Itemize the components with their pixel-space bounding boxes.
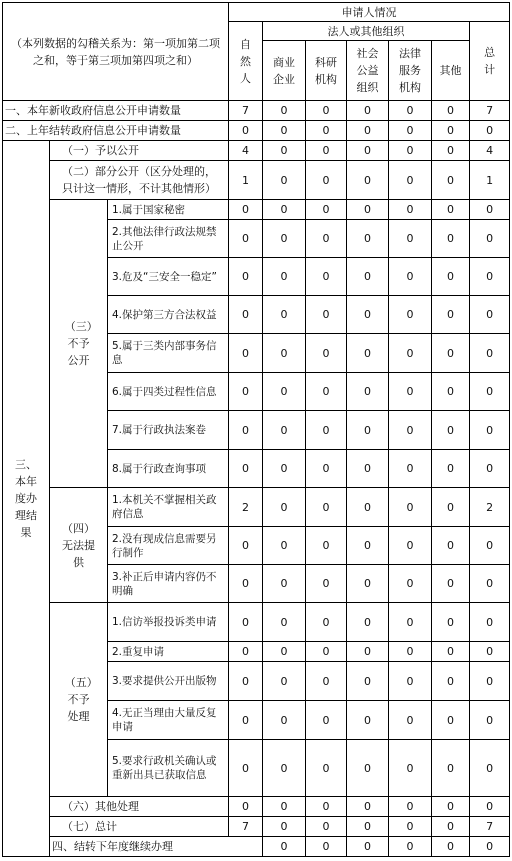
cell-value: 0 (389, 220, 432, 258)
cell-value: 0 (347, 817, 389, 837)
cell-value: 0 (306, 121, 347, 141)
cell-value: 0 (389, 411, 432, 450)
cell-value: 0 (306, 817, 347, 837)
row-label: 3.补正后申请内容仍不明确 (108, 565, 229, 603)
disclosure-table (2, 2, 510, 857)
row-label: 5.属于三类内部事务信息 (108, 334, 229, 373)
other-header: 其他 (432, 41, 470, 101)
cell-value: 0 (432, 200, 470, 220)
cell-value: 0 (347, 701, 389, 740)
cell-value: 7 (229, 817, 263, 837)
cell-value: 0 (347, 101, 389, 121)
cell-value: 0 (389, 141, 432, 161)
cell-value: 0 (347, 411, 389, 450)
legal-service-header: 法律服务机构 (389, 41, 432, 101)
row-label: 4.保护第三方合法权益 (108, 296, 229, 334)
cell-value: 0 (432, 565, 470, 603)
cell-value: 0 (389, 527, 432, 565)
cell-value: 0 (306, 334, 347, 373)
cell-value: 0 (229, 334, 263, 373)
cell-value: 4 (470, 141, 510, 161)
cell-value: 0 (470, 642, 510, 662)
row-label: 1.属于国家秘密 (108, 200, 229, 220)
cell-value: 0 (347, 642, 389, 662)
cell-value: 0 (263, 642, 306, 662)
table-row (3, 141, 510, 161)
cell-value: 0 (347, 662, 389, 701)
cell-value: 0 (432, 837, 470, 857)
cell-value: 0 (263, 450, 306, 488)
cell-value: 0 (306, 662, 347, 701)
cell-value: 7 (470, 817, 510, 837)
cell-value: 0 (347, 488, 389, 527)
cell-value: 0 (229, 121, 263, 141)
cell-value: 0 (432, 141, 470, 161)
cell-value: 0 (306, 642, 347, 662)
cell-value: 0 (306, 296, 347, 334)
cell-value: 0 (306, 161, 347, 200)
cell-value: 0 (263, 662, 306, 701)
cell-value: 0 (470, 411, 510, 450)
group-label: （五）不予处理 (50, 603, 108, 797)
cell-value: 0 (306, 200, 347, 220)
group-label: （三）不予公开 (50, 200, 108, 488)
cell-value: 0 (347, 121, 389, 141)
cell-value: 0 (263, 797, 306, 817)
total-header: 总计 (470, 22, 510, 101)
cell-value: 0 (470, 334, 510, 373)
cell-value: 0 (470, 797, 510, 817)
cell-value: 0 (306, 258, 347, 296)
cell-value: 0 (263, 373, 306, 411)
cell-value: 0 (347, 740, 389, 797)
row-label: 2.没有现成信息需要另行制作 (108, 527, 229, 565)
cell-value: 0 (470, 373, 510, 411)
cell-value: 2 (229, 488, 263, 527)
cell-value: 0 (347, 258, 389, 296)
cell-value: 0 (470, 296, 510, 334)
cell-value: 0 (347, 450, 389, 488)
row-label: （七）总计 (50, 817, 229, 837)
cell-value: 0 (263, 258, 306, 296)
cell-value: 0 (432, 603, 470, 642)
cell-value: 0 (432, 101, 470, 121)
row-label: （一）予以公开 (50, 141, 229, 161)
cell-value: 0 (347, 373, 389, 411)
cell-value: 0 (263, 527, 306, 565)
table-row (3, 101, 510, 121)
table-row (3, 817, 510, 837)
cell-value: 0 (432, 334, 470, 373)
commercial-header: 商业企业 (263, 41, 306, 101)
cell-value: 0 (229, 662, 263, 701)
cell-value: 0 (263, 101, 306, 121)
cell-value: 0 (470, 565, 510, 603)
cell-value: 0 (389, 662, 432, 701)
cell-value: 0 (263, 488, 306, 527)
cell-value: 7 (229, 101, 263, 121)
cell-value: 0 (229, 603, 263, 642)
cell-value: 0 (432, 817, 470, 837)
cell-value: 0 (347, 797, 389, 817)
cell-value: 0 (347, 141, 389, 161)
cell-value: 0 (306, 411, 347, 450)
cell-value: 0 (347, 527, 389, 565)
table-row (3, 161, 510, 200)
cell-value: 0 (470, 258, 510, 296)
cell-value: 0 (306, 565, 347, 603)
cell-value: 0 (432, 296, 470, 334)
cell-value: 0 (306, 450, 347, 488)
row-label: 1.信访举报投诉类申请 (108, 603, 229, 642)
cell-value: 0 (432, 642, 470, 662)
row-label: 二、上年结转政府信息公开申请数量 (3, 121, 229, 141)
cell-value: 0 (389, 488, 432, 527)
cell-value: 0 (432, 373, 470, 411)
table-row (3, 603, 510, 642)
cell-value: 0 (389, 258, 432, 296)
cell-value: 0 (347, 296, 389, 334)
cell-value: 1 (229, 161, 263, 200)
cell-value: 0 (389, 642, 432, 662)
cell-value: 0 (306, 220, 347, 258)
cell-value: 0 (306, 740, 347, 797)
cell-value: 0 (229, 450, 263, 488)
row-label: 2.重复申请 (108, 642, 229, 662)
row-label: 8.属于行政查询事项 (108, 450, 229, 488)
cell-value: 0 (432, 121, 470, 141)
natural-person-header: 自然人 (229, 22, 263, 101)
group-label: （四）无法提供 (50, 488, 108, 603)
table-note: （本列数据的勾稽关系为：第一项加第二项之和，等于第三项加第四项之和） (3, 3, 229, 101)
cell-value: 0 (432, 527, 470, 565)
table-row (3, 488, 510, 527)
row-label: 一、本年新收政府信息公开申请数量 (3, 101, 229, 121)
applicant-info-header: 申请人情况 (229, 3, 510, 22)
cell-value: 0 (347, 837, 389, 857)
cell-value: 0 (306, 101, 347, 121)
cell-value: 0 (432, 411, 470, 450)
cell-value: 0 (470, 837, 510, 857)
cell-value: 0 (389, 565, 432, 603)
cell-value: 0 (229, 701, 263, 740)
cell-value: 0 (263, 161, 306, 200)
table-row (3, 121, 510, 141)
table-row (3, 200, 510, 220)
cell-value: 0 (263, 603, 306, 642)
legal-org-header: 法人或其他组织 (263, 22, 470, 41)
cell-value: 0 (432, 258, 470, 296)
cell-value: 0 (229, 797, 263, 817)
cell-value: 0 (263, 220, 306, 258)
cell-value: 0 (306, 837, 347, 857)
cell-value: 0 (263, 837, 306, 857)
cell-value: 0 (389, 603, 432, 642)
cell-value: 0 (263, 200, 306, 220)
row-label: 2.其他法律行政法规禁止公开 (108, 220, 229, 258)
cell-value: 0 (229, 411, 263, 450)
cell-value: 0 (306, 527, 347, 565)
cell-value: 0 (432, 488, 470, 527)
row-label: 1.本机关不掌握相关政府信息 (108, 488, 229, 527)
cell-value: 0 (432, 450, 470, 488)
cell-value: 0 (306, 603, 347, 642)
cell-value: 0 (470, 701, 510, 740)
row-label: （六）其他处理 (50, 797, 229, 817)
cell-value: 0 (306, 701, 347, 740)
cell-value: 0 (229, 642, 263, 662)
cell-value: 0 (229, 200, 263, 220)
cell-value: 1 (470, 161, 510, 200)
cell-value: 0 (347, 334, 389, 373)
cell-value: 0 (389, 701, 432, 740)
cell-value: 0 (263, 817, 306, 837)
cell-value: 2 (470, 488, 510, 527)
cell-value: 0 (389, 334, 432, 373)
row-label: 5.要求行政机关确认或重新出具已获取信息 (108, 740, 229, 797)
cell-value: 0 (389, 817, 432, 837)
cell-value: 0 (306, 488, 347, 527)
cell-value: 0 (347, 603, 389, 642)
row-label: 4.无正当理由大量反复申请 (108, 701, 229, 740)
row-label: 四、结转下年度继续办理 (50, 837, 263, 857)
cell-value: 0 (470, 603, 510, 642)
cell-value: 0 (263, 141, 306, 161)
cell-value: 0 (347, 220, 389, 258)
cell-value: 0 (389, 450, 432, 488)
cell-value: 0 (389, 373, 432, 411)
cell-value: 0 (263, 740, 306, 797)
cell-value: 0 (229, 296, 263, 334)
table-row (3, 797, 510, 817)
table-row (3, 837, 510, 857)
cell-value: 0 (470, 220, 510, 258)
cell-value: 0 (229, 527, 263, 565)
row-label: 6.属于四类过程性信息 (108, 373, 229, 411)
cell-value: 0 (470, 121, 510, 141)
cell-value: 0 (389, 740, 432, 797)
row-label: 7.属于行政执法案卷 (108, 411, 229, 450)
cell-value: 0 (263, 121, 306, 141)
cell-value: 0 (389, 121, 432, 141)
cell-value: 0 (470, 527, 510, 565)
cell-value: 0 (389, 200, 432, 220)
cell-value: 0 (389, 101, 432, 121)
cell-value: 0 (432, 701, 470, 740)
cell-value: 0 (432, 797, 470, 817)
cell-value: 0 (432, 662, 470, 701)
row-label: 3.要求提供公开出版物 (108, 662, 229, 701)
section3-label: 三、本年度办理结果 (3, 141, 50, 857)
cell-value: 0 (389, 837, 432, 857)
cell-value: 0 (470, 740, 510, 797)
cell-value: 0 (432, 161, 470, 200)
cell-value: 0 (347, 565, 389, 603)
cell-value: 0 (389, 797, 432, 817)
row-label: 3.危及“三安全一稳定” (108, 258, 229, 296)
cell-value: 7 (470, 101, 510, 121)
cell-value: 0 (263, 565, 306, 603)
cell-value: 0 (347, 161, 389, 200)
cell-value: 0 (263, 701, 306, 740)
cell-value: 4 (229, 141, 263, 161)
cell-value: 0 (432, 740, 470, 797)
cell-value: 0 (470, 200, 510, 220)
cell-value: 0 (263, 296, 306, 334)
cell-value: 0 (389, 161, 432, 200)
cell-value: 0 (389, 296, 432, 334)
social-header: 社会公益组织 (347, 41, 389, 101)
cell-value: 0 (306, 141, 347, 161)
cell-value: 0 (470, 450, 510, 488)
cell-value: 0 (432, 220, 470, 258)
research-header: 科研机构 (306, 41, 347, 101)
cell-value: 0 (229, 258, 263, 296)
cell-value: 0 (229, 565, 263, 603)
cell-value: 0 (306, 797, 347, 817)
cell-value: 0 (263, 411, 306, 450)
cell-value: 0 (347, 200, 389, 220)
cell-value: 0 (229, 740, 263, 797)
cell-value: 0 (470, 662, 510, 701)
cell-value: 0 (229, 373, 263, 411)
cell-value: 0 (306, 373, 347, 411)
row-label: （二）部分公开（区分处理的，只计这一情形，不计其他情形） (50, 161, 229, 200)
cell-value: 0 (229, 220, 263, 258)
cell-value: 0 (263, 334, 306, 373)
